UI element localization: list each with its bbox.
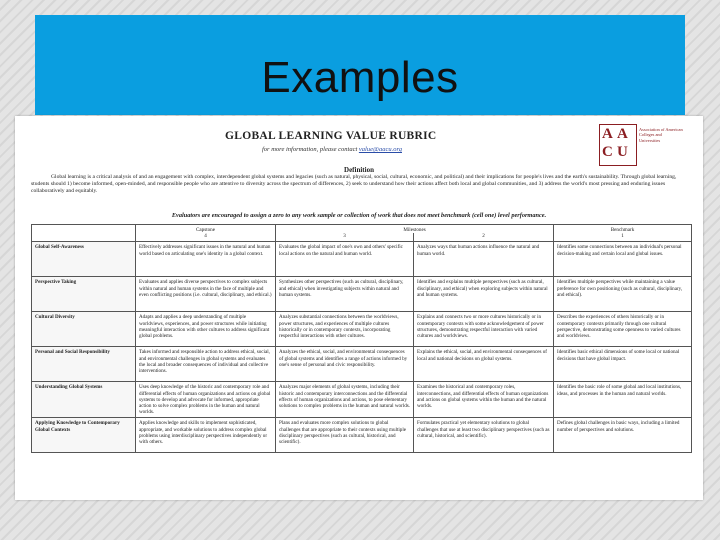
milestones-header: Milestones bbox=[276, 225, 554, 234]
rubric-table bbox=[31, 224, 692, 453]
table-cell: Identifies multiple perspectives while maintaining a value preference for own positioning (such as cultural, disciplinary, and ethical). bbox=[554, 277, 692, 312]
table-cell: Identifies and explains multiple perspectives (such as cultural, disciplinary, and ethical) when exploring subjects within natural and human systems. bbox=[414, 277, 554, 312]
slide-title: Examples bbox=[261, 53, 459, 102]
criterion-label: Personal and Social Responsibility bbox=[32, 347, 136, 382]
table-row bbox=[32, 242, 692, 277]
level-1-header: 1 bbox=[554, 233, 692, 242]
table-row bbox=[32, 312, 692, 347]
table-cell: Analyzes major elements of global systems, including their historic and contemporary interconnections and the differential effects of human organizations and actions, to pose elementary solutions to complex problems in the human and natural worlds. bbox=[276, 382, 414, 418]
level-2-header: 2 bbox=[414, 233, 554, 242]
rubric-subtitle bbox=[262, 146, 402, 153]
table-cell: Explains the ethical, social, and environmental consequences of local and national decisions on global systems. bbox=[414, 347, 554, 382]
title-band bbox=[35, 15, 685, 115]
table-cell: Effectively addresses significant issues in the natural and human world based on articulating one's identity in a global context. bbox=[136, 242, 276, 277]
table-row bbox=[32, 347, 692, 382]
aacu-logo-mark bbox=[599, 124, 637, 166]
criterion-header-blank bbox=[32, 233, 136, 242]
table-row bbox=[32, 382, 692, 418]
definition-text: Global learning is a critical analysis of and an engagement with complex, interdependent global systems and legacies (such as natural, physical, social, cultural, economic, and political) and their implications for people's lives and the earth's sustainability. Through global learning, students should 1) become informed, open-minded, and responsible people who are attentive to diversity across the spectrum of differences, 2) seek to understand how their actions affect both local and global communities, and 3) address the world's most pressing and enduring issues collaboratively and equitably. bbox=[31, 174, 677, 195]
rubric-page bbox=[25, 122, 693, 494]
logo-letter: A bbox=[617, 126, 628, 142]
aacu-logo-text: Association of American Colleges and Universities bbox=[639, 127, 683, 143]
table-cell: Analyzes the ethical, social, and environmental consequences of global systems and identifies a range of actions informed by one's sense of personal and civic responsibility. bbox=[276, 347, 414, 382]
table-cell: Analyzes ways that human actions influence the natural and human world. bbox=[414, 242, 554, 277]
table-cell: Identifies the basic role of some global and local institutions, ideas, and processes in the human and natural worlds. bbox=[554, 382, 692, 418]
rubric-subtitle-prefix: for more information, please contact bbox=[262, 146, 359, 153]
criterion-label: Understanding Global Systems bbox=[32, 382, 136, 418]
criterion-label: Perspective Taking bbox=[32, 277, 136, 312]
logo-letter: A bbox=[602, 126, 613, 142]
logo-letter: U bbox=[617, 144, 628, 160]
definition-heading: Definition bbox=[344, 166, 374, 174]
table-row bbox=[32, 277, 692, 312]
table-row bbox=[32, 418, 692, 453]
table-cell: Adapts and applies a deep understanding of multiple worldviews, experiences, and power structures while initiating meaningful interaction with other cultures to address significant global problems. bbox=[136, 312, 276, 347]
table-cell: Identifies basic ethical dimensions of some local or national decisions that have global impact. bbox=[554, 347, 692, 382]
capstone-header: Capstone bbox=[136, 225, 276, 234]
table-cell: Synthesizes other perspectives (such as cultural, disciplinary, and ethical) when investigating subjects within natural and human systems. bbox=[276, 277, 414, 312]
table-cell: Evaluates the global impact of one's own and others' specific local actions on the natural and human world. bbox=[276, 242, 414, 277]
criterion-label: Global Self-Awareness bbox=[32, 242, 136, 277]
logo-letter: C bbox=[602, 144, 613, 160]
criterion-label: Applying Knowledge to Contemporary Global Contexts bbox=[32, 418, 136, 453]
table-cell: Evaluates and applies diverse perspectives to complex subjects within natural and human systems in the face of multiple and even conflicting positions (i.e. cultural, disciplinary, and ethical.) bbox=[136, 277, 276, 312]
table-cell: Identifies some connections between an individual's personal decision-making and certain local and global issues. bbox=[554, 242, 692, 277]
criterion-label: Cultural Diversity bbox=[32, 312, 136, 347]
table-cell: Examines the historical and contemporary roles, interconnections, and differential effects of human organizations and actions on global systems within the human and the natural worlds. bbox=[414, 382, 554, 418]
benchmark-header: Benchmark bbox=[554, 225, 692, 234]
table-cell: Explains and connects two or more cultures historically or in contemporary contexts with some acknowledgement of power structures, demonstrating respectful interaction with varied cultures and worldviews. bbox=[414, 312, 554, 347]
table-cell: Analyzes substantial connections between the worldviews, power structures, and experiences of multiple cultures historically or in contemporary contexts, incorporating respectful interactions with other cultures. bbox=[276, 312, 414, 347]
aacu-logo bbox=[599, 124, 681, 172]
table-cell: Defines global challenges in basic ways, including a limited number of perspectives and solutions. bbox=[554, 418, 692, 453]
table-cell: Applies knowledge and skills to implement sophisticated, appropriate, and workable solutions to address complex global problems using interdisciplinary perspectives independently or with others. bbox=[136, 418, 276, 453]
table-cell: Describes the experiences of others historically or in contemporary contexts primarily through one cultural perspective, demonstrating some openness to varied cultures and worldviews. bbox=[554, 312, 692, 347]
rubric-title: GLOBAL LEARNING VALUE RUBRIC bbox=[225, 130, 437, 142]
level-4-header: 4 bbox=[136, 233, 276, 242]
table-cell: Formulates practical yet elementary solutions to global challenges that use at least two disciplinary perspectives (such as cultural, historical, and scientific). bbox=[414, 418, 554, 453]
contact-email-link[interactable]: value@aacu.org bbox=[358, 146, 402, 153]
criterion-header-blank bbox=[32, 225, 136, 234]
evaluator-note: Evaluators are encouraged to assign a zero to any work sample or collection of work that does not meet benchmark (cell one) level performance. bbox=[171, 212, 547, 219]
table-cell: Plans and evaluates more complex solutions to global challenges that are appropriate to their contexts using multiple disciplinary perspectives (such as cultural, historical, and scientific). bbox=[276, 418, 414, 453]
level-3-header: 3 bbox=[276, 233, 414, 242]
table-cell: Uses deep knowledge of the historic and contemporary role and differential effects of human organizations and actions on global systems to develop and advocate for informed, appropriate action to solve complex problems in the human and natural worlds. bbox=[136, 382, 276, 418]
rubric-document-image bbox=[15, 116, 703, 500]
table-cell: Takes informed and responsible action to address ethical, social, and environmental challenges in global systems and evaluates the local and broader consequences of individual and collective interventions. bbox=[136, 347, 276, 382]
